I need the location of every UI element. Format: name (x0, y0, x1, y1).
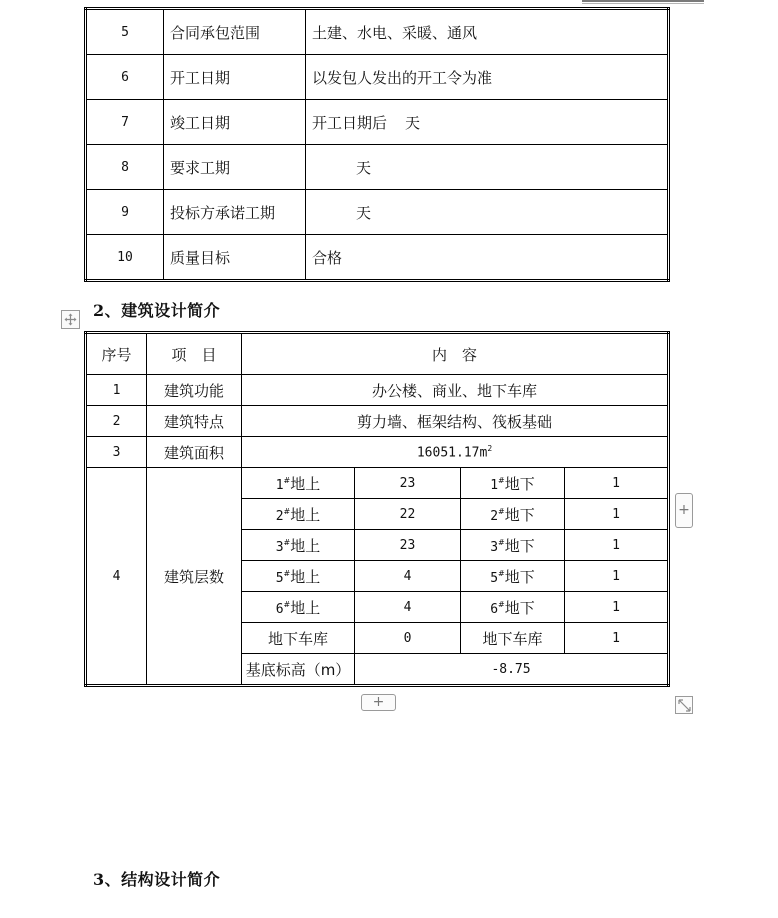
floor-below-value: 1 (565, 499, 669, 530)
table-move-handle[interactable] (61, 310, 80, 329)
base-elevation-label: 基底标高（m） (242, 654, 355, 686)
value-unit: 天 (356, 203, 372, 222)
add-row-button[interactable]: + (361, 694, 396, 711)
row-number: 3 (86, 437, 147, 468)
resize-diagonal-icon (678, 699, 691, 712)
floor-above-label: 6#地上 (242, 592, 355, 623)
table-header-row (86, 333, 669, 375)
floor-above-label: 3#地上 (242, 530, 355, 561)
row-item: 建筑功能 (147, 375, 242, 406)
row-number: 8 (86, 145, 164, 190)
contract-info-table (84, 7, 670, 282)
row-content: 办公楼、商业、地下车库 (242, 375, 669, 406)
row-number: 5 (86, 9, 164, 55)
row-value (306, 100, 669, 145)
table-row (86, 235, 669, 281)
floor-below-label: 2#地下 (461, 499, 565, 530)
floor-above-label: 2#地上 (242, 499, 355, 530)
floor-above-value: 22 (355, 499, 461, 530)
row-item: 开工日期 (164, 55, 306, 100)
floor-above-value: 0 (355, 623, 461, 654)
header-number: 序号 (86, 333, 147, 375)
row-number: 10 (86, 235, 164, 281)
row-item: 合同承包范围 (164, 9, 306, 55)
row-item: 质量目标 (164, 235, 306, 281)
floor-below-value: 1 (565, 623, 669, 654)
add-column-button[interactable]: + (675, 493, 693, 528)
area-unit-exponent: 2 (487, 443, 493, 453)
table-row (86, 406, 669, 437)
row-number: 1 (86, 375, 147, 406)
table-row (86, 55, 669, 100)
floor-above-value: 4 (355, 592, 461, 623)
table-row (86, 375, 669, 406)
floor-below-value: 1 (565, 468, 669, 499)
move-arrows-icon (64, 313, 77, 326)
row-content (242, 437, 669, 468)
row-number: 6 (86, 55, 164, 100)
floor-row (86, 468, 669, 499)
row-number: 9 (86, 190, 164, 235)
floor-below-label: 1#地下 (461, 468, 565, 499)
table-row (86, 9, 669, 55)
floor-below-label: 3#地下 (461, 530, 565, 561)
row-value (306, 190, 669, 235)
row-item: 要求工期 (164, 145, 306, 190)
area-value: 16051.17m (416, 445, 488, 461)
floor-below-label: 5#地下 (461, 561, 565, 592)
row-value: 以发包人发出的开工令为准 (306, 55, 669, 100)
row-value (306, 145, 669, 190)
floor-below-label: 6#地下 (461, 592, 565, 623)
header-item: 项 目 (147, 333, 242, 375)
row-number: 2 (86, 406, 147, 437)
floor-below-label: 地下车库 (461, 623, 565, 654)
section-heading: 2、建筑设计简介 (93, 301, 221, 320)
value-prefix: 开工日期后 (312, 113, 388, 132)
row-item: 竣工日期 (164, 100, 306, 145)
top-border-rule (582, 0, 704, 2)
floor-below-value: 1 (565, 592, 669, 623)
top-border-rule-inner (582, 3, 704, 4)
table-row (86, 100, 669, 145)
floor-above-label: 1#地上 (242, 468, 355, 499)
row-item: 建筑层数 (147, 468, 242, 686)
section-heading: 3、结构设计简介 (93, 870, 221, 889)
row-number: 7 (86, 100, 164, 145)
floor-above-value: 23 (355, 530, 461, 561)
floor-above-value: 4 (355, 561, 461, 592)
base-elevation-value: -8.75 (355, 654, 669, 686)
value-unit: 天 (356, 158, 372, 177)
floor-above-value: 23 (355, 468, 461, 499)
floor-below-value: 1 (565, 561, 669, 592)
row-item: 建筑特点 (147, 406, 242, 437)
header-content: 内 容 (242, 333, 669, 375)
row-content: 剪力墙、框架结构、筏板基础 (242, 406, 669, 437)
row-item: 投标方承诺工期 (164, 190, 306, 235)
table-row (86, 145, 669, 190)
row-value: 合格 (306, 235, 669, 281)
table-resize-handle[interactable] (675, 696, 693, 714)
row-number: 4 (86, 468, 147, 686)
row-value: 土建、水电、采暖、通风 (306, 9, 669, 55)
floor-above-label: 地下车库 (242, 623, 355, 654)
table-row (86, 437, 669, 468)
building-design-table (84, 331, 670, 687)
value-unit: 天 (405, 113, 421, 132)
row-item: 建筑面积 (147, 437, 242, 468)
floor-above-label: 5#地上 (242, 561, 355, 592)
floor-below-value: 1 (565, 530, 669, 561)
table-row (86, 190, 669, 235)
